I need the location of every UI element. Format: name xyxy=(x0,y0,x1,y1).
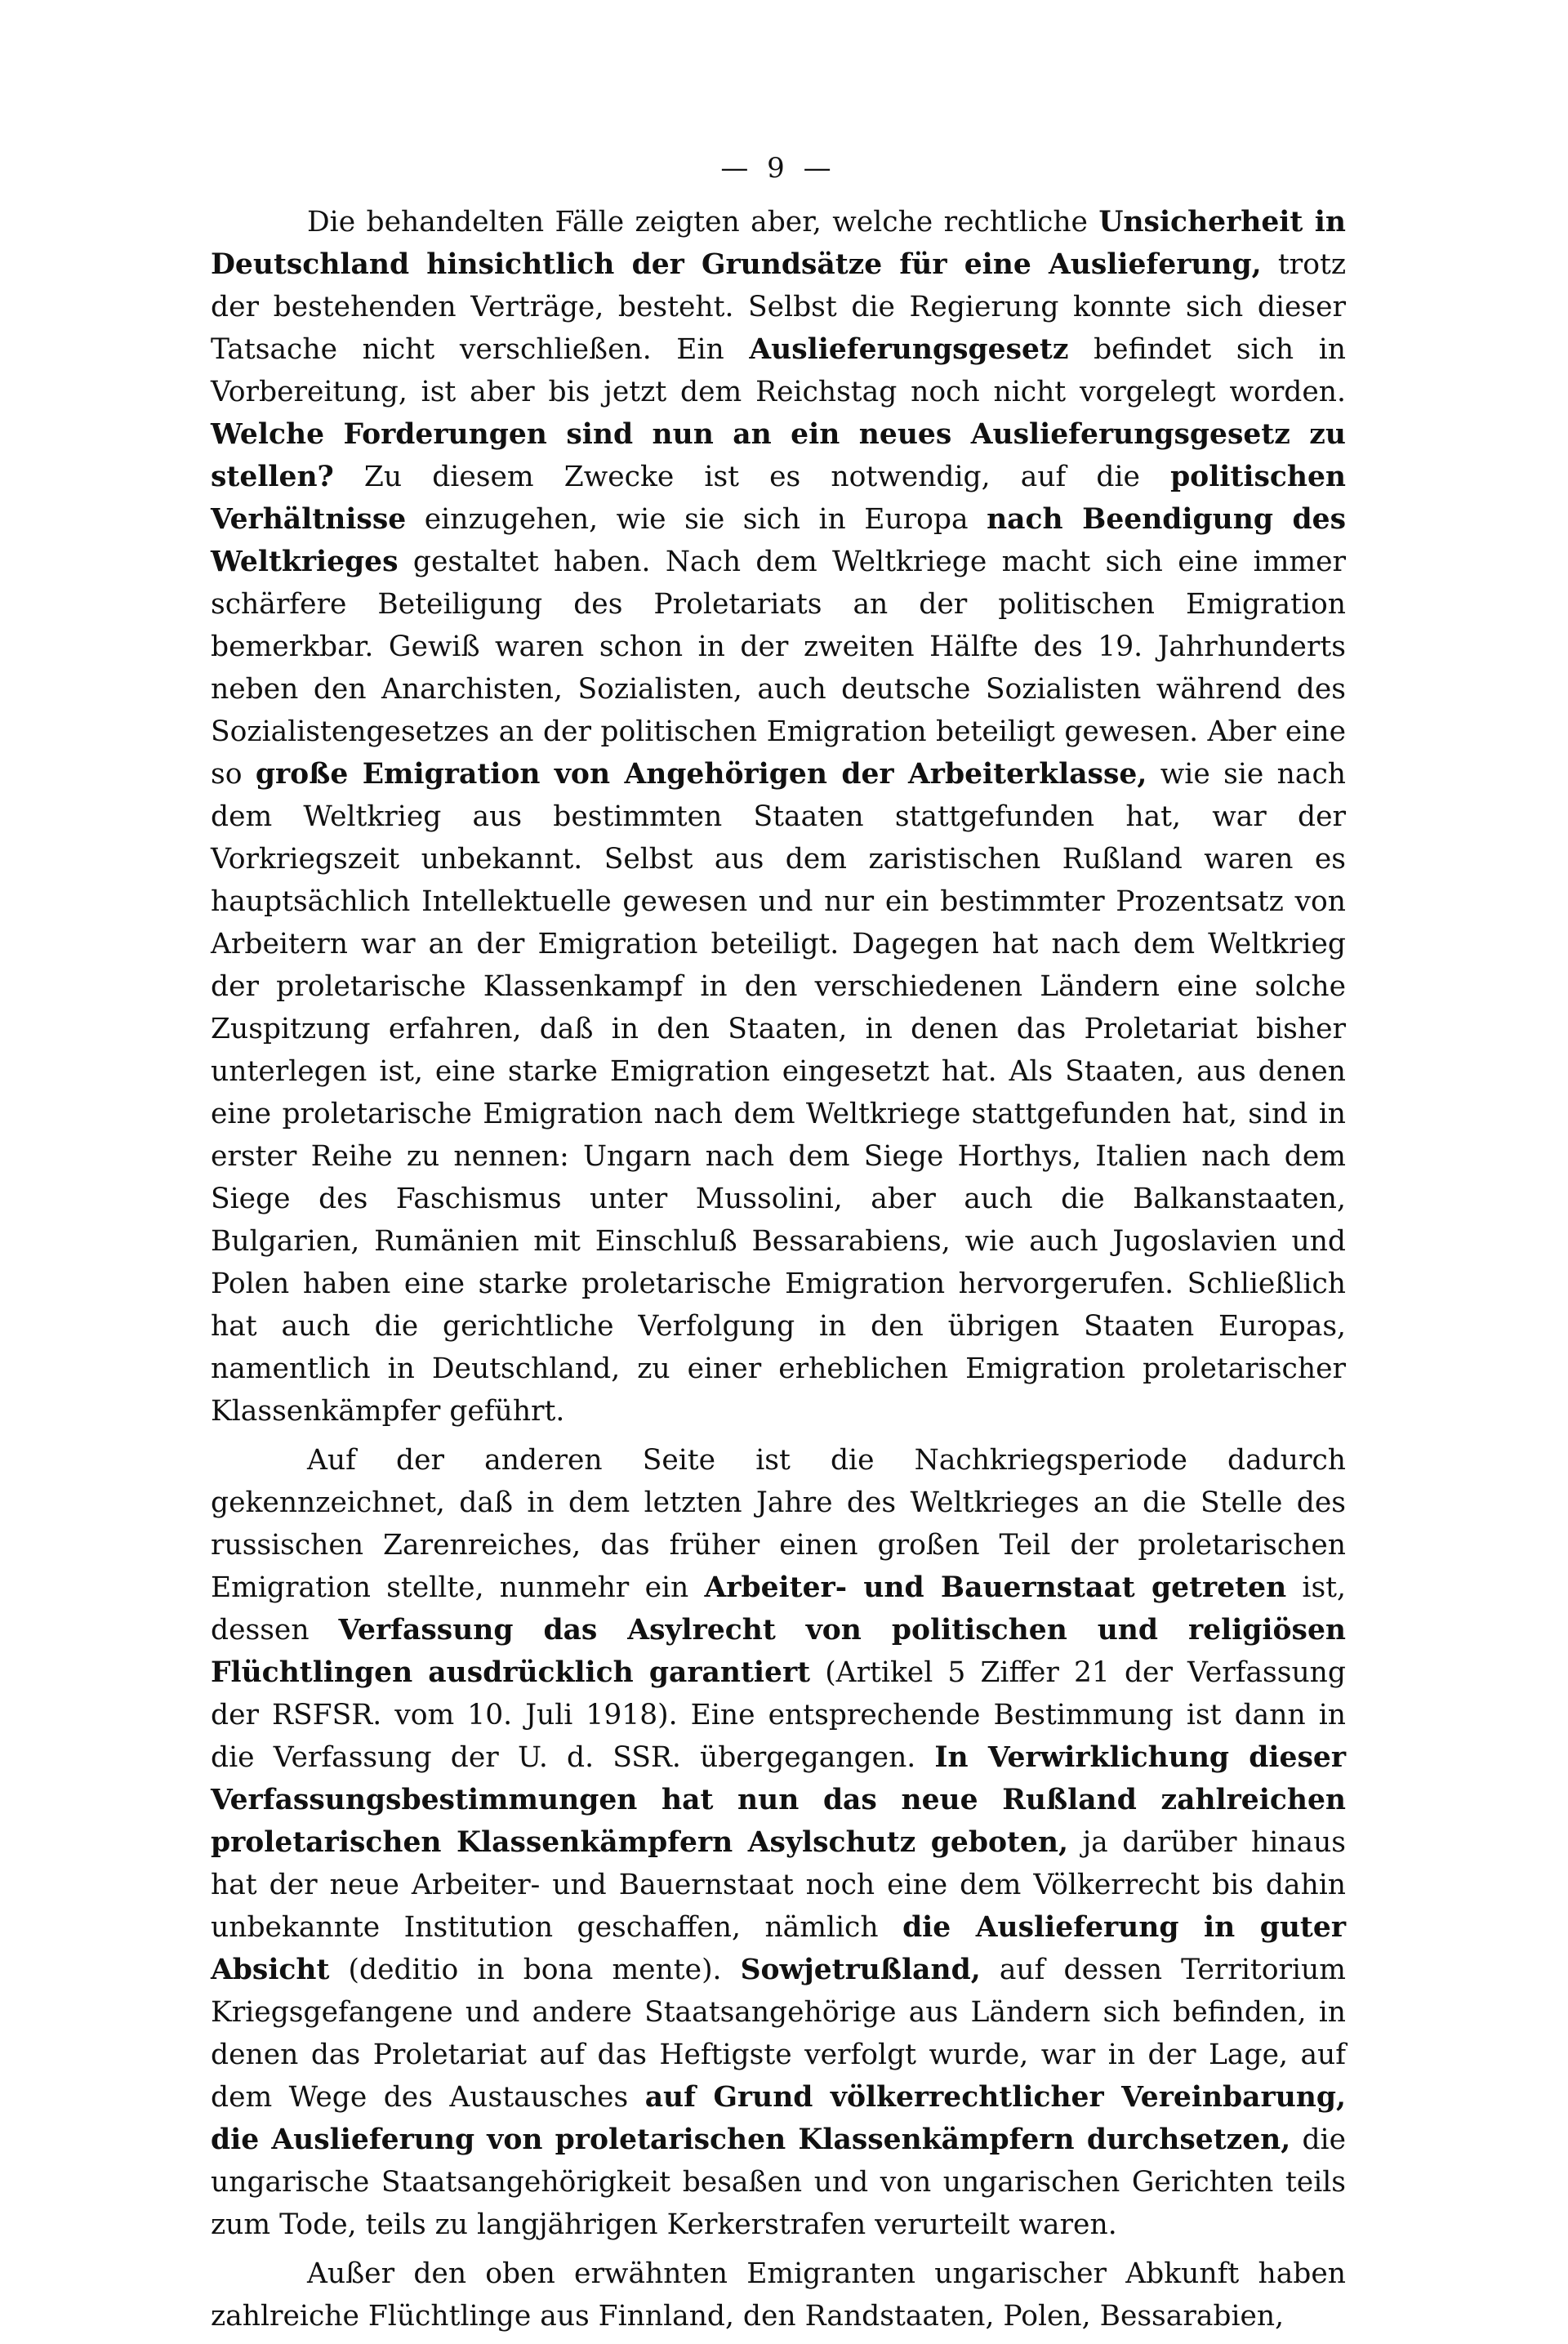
emphasis-run: Verfassung das Asylrecht von politischen und religiösen Flüchtlingen ausdrücklich garantiert xyxy=(211,1614,1346,1689)
page-number: — 9 — xyxy=(720,152,836,185)
emphasis-run: Welche Forderungen sind nun an ein neues Auslieferungsgesetz zu stellen? xyxy=(211,418,1346,493)
document-page xyxy=(211,152,1346,2344)
text-run: Auf der anderen Seite ist die Nachkriegsperiode dadurch gekennzeichnet, daß in dem letzten Jahre des Weltkrieges an die Stelle des russischen Zarenreiches, das früher einen großen Teil der proletarischen Emigration stellte, nunmehr ein xyxy=(211,1444,1346,1604)
text-run: befindet sich in Vorbereitung, ist aber bis jetzt dem Reichstag noch nicht vorgelegt worden. xyxy=(211,333,1346,408)
text-run: einzugehen, wie sie sich in Europa xyxy=(406,503,987,536)
text-run: auf dessen Territorium Kriegsgefangene und andere Staatsangehörige aus Ländern sich befinden, in denen das Proletariat auf das Heftigste verfolgt wurde, war in der Lage, auf dem Wege des Austausches xyxy=(211,1954,1346,2114)
paragraph xyxy=(211,201,1346,1433)
text-run: (Artikel 5 Ziffer 21 der Verfassung der RSFSR. vom 10. Juli 1918). Eine entsprechende Bestimmung ist dann in die Verfassung der U. d. SSR. übergegangen. xyxy=(211,1656,1346,1774)
text-run: ist, dessen xyxy=(211,1571,1346,1647)
text-run: die ungarische Staatsangehörigkeit besaßen und von ungarischen Gerichten teils zum Tode, teils zu langjährigen Kerkerstrafen verurteilt waren. xyxy=(211,2123,1346,2241)
emphasis-run: Arbeiter- und Bauernstaat getreten xyxy=(704,1571,1287,1604)
text-run: (deditio in bona mente). xyxy=(329,1954,741,1986)
emphasis-run: In Verwirklichung dieser Verfassungsbestimmungen hat nun das neue Rußland zahlreichen proletarischen Klassenkämpfern Asylschutz geboten, xyxy=(211,1741,1346,1859)
text-run: ja darüber hinaus hat der neue Arbeiter- und Bauernstaat noch eine dem Völkerrecht bis dahin unbekannte Institution geschaffen, nämlich xyxy=(211,1826,1346,1944)
paragraph xyxy=(211,1439,1346,2246)
text-run: trotz der bestehenden Verträge, besteht. Selbst die Regierung konnte sich dieser Tatsache nicht verschließen. Ein xyxy=(211,248,1347,366)
emphasis-run: Sowjetrußland, xyxy=(740,1954,981,1986)
emphasis-run: Unsicherheit in Deutschland hinsichtlich der Grundsätze für eine Auslieferung, xyxy=(211,206,1346,281)
text-run: gestaltet haben. Nach dem Weltkriege macht sich eine immer schärfere Beteiligung des Proletariats an der politischen Emigration bemerkbar. Gewiß waren schon in der zweiten Hälfte des 19. Jahrhunderts neben den Anarchisten, Sozialisten, auch deutsche Sozialisten während des Sozialistengesetzes an der politischen Emigration beteiligt gewesen. Aber eine so xyxy=(211,546,1346,791)
emphasis-run: auf Grund völkerrechtlicher Vereinbarung, die Auslieferung von proletarischen Klassenkämpfern durchsetzen, xyxy=(211,2081,1346,2156)
emphasis-run: nach Beendigung des Weltkrieges xyxy=(211,503,1346,578)
emphasis-run: Auslieferungsgesetz xyxy=(749,333,1069,366)
paragraph xyxy=(211,2253,1346,2337)
text-run: wie sie nach dem Weltkrieg aus bestimmten Staaten stattgefunden hat, war der Vorkriegszeit unbekannt. Selbst aus dem zaristischen Rußland waren es hauptsächlich Intellektuelle gewesen und nur ein bestimmter Prozentsatz von Arbeitern war an der Emigration beteiligt. Dagegen hat nach dem Weltkrieg der proletarische Klassenkampf in den verschiedenen Ländern eine solche Zuspitzung erfahren, daß in den Staaten, in denen das Proletariat bisher unterlegen ist, eine starke Emigration eingesetzt hat. Als Staaten, aus denen eine proletarische Emigration nach dem Weltkriege stattgefunden hat, sind in erster Reihe zu nennen: Ungarn nach dem Siege Horthys, Italien nach dem Siege des Faschismus unter Mussolini, aber auch die Balkanstaaten, Bulgarien, Rumänien mit Einschluß Bessarabiens, wie auch Jugoslavien und Polen haben eine starke proletarische Emigration hervorgerufen. Schließlich hat auch die gerichtliche Verfolgung in den übrigen Staaten Europas, namentlich in Deutschland, zu einer erheblichen Emigration proletarischer Klassenkämpfer geführt. xyxy=(211,758,1346,1428)
text-run: Die behandelten Fälle zeigten aber, welche rechtliche xyxy=(307,206,1099,238)
emphasis-run: die Auslieferung in guter Absicht xyxy=(211,1911,1346,1986)
emphasis-run: politischen Verhältnisse xyxy=(211,461,1346,536)
emphasis-run: große Emigration von Angehörigen der Arbeiterklasse, xyxy=(255,758,1147,791)
text-run: Zu diesem Zwecke ist es notwendig, auf die xyxy=(333,461,1171,493)
text-run: Außer den oben erwähnten Emigranten ungarischer Abkunft haben zahlreiche Flüchtlinge aus Finnland, den Randstaaten, Polen, Bessarabien, xyxy=(211,2257,1346,2333)
